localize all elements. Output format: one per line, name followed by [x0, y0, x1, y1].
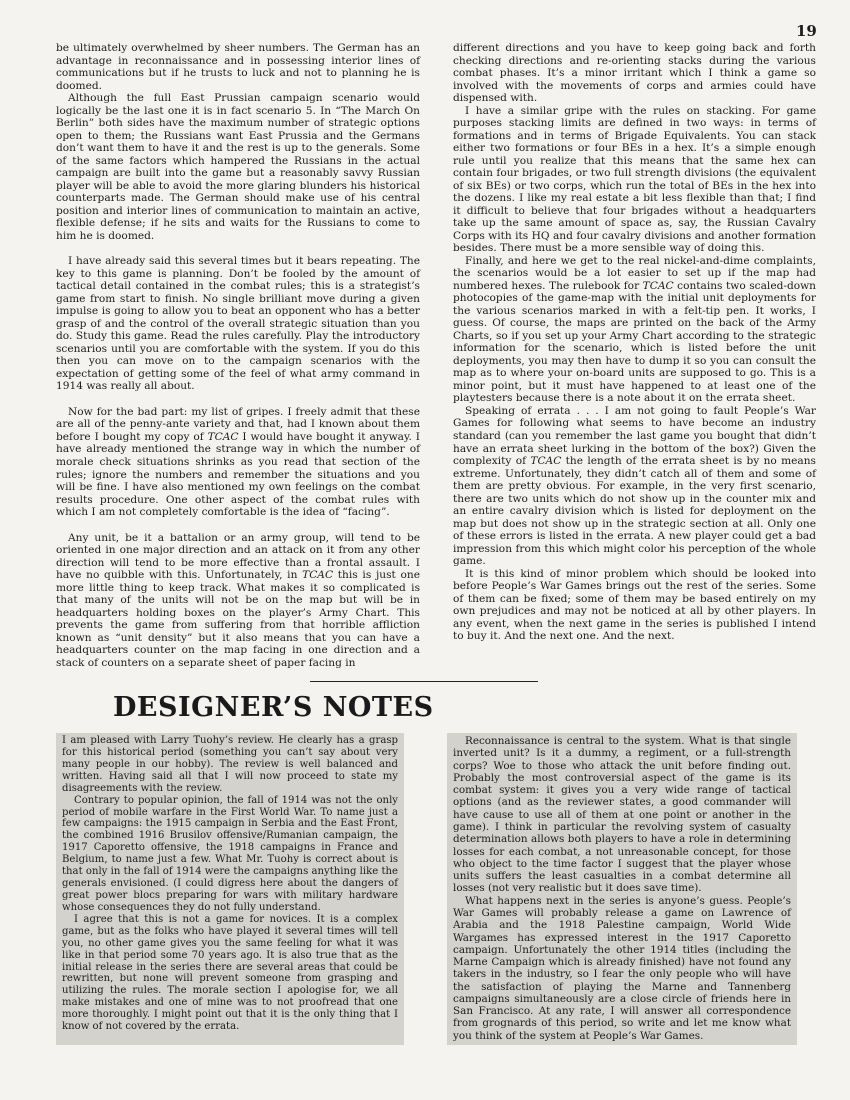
paragraph: Finally, and here we get to the real nickel-and-dime complaints, the scenarios would be a lot easier to set up if the map had numbered hexes. The rulebook for TCAC contains two scaled-down photocopies of the game-map with the initial unit deployments for the various scenarios marked in with a felt-tip pen. It works, I guess. Of course, the maps are printed on the back of the Army Charts, so if you set up your Army Chart according to the strategic information for the scenario, which is listed before the unit deployments, you may then have to dump it so you can consult the map as to where your on-board units are supposed to go. This is a minor point, but it must have happened to at least one of the playtesters because there is a note about it on the errata sheet.: [453, 254, 817, 405]
paragraph: I agree that this is not a game for novices. It is a complex game, but as the folks who have played it several times will tell you, no other game gives you the same feeling for what it was like in that period some 70 years ago. It is also true that as the initial release in the series there are several areas that could be rewritten, but none will prevent someone from grasping and utilizing the rules. The morale section I apologise for, we all make mistakes and one of mine was to not proofread that one more thoroughly. I might point out that it is the only thing that I know of not covered by the errata.: [62, 913, 398, 1033]
designers-notes-right-box: [447, 733, 797, 1045]
paragraph: What happens next in the series is anyone’s guess. People’s War Games will probably release a game on Lawrence of Arabia and the 1918 Palestine campaign, World Wide Wargames has expressed interest in the 1917 Caporetto campaign. Unfortunately the other 1914 titles (including the Marne Campaign which is already finished) have not found any takers in the industry, so I fear the only people who will have the satisfaction of playing the Marne and Tannenberg campaigns simultaneously are a close circle of friends here in San Francisco. At any rate, I will answer all correspondence from grognards of this period, so write and let me know what you think of the system at People’s War Games.: [453, 894, 791, 1042]
paragraph: be ultimately overwhelmed by sheer numbers. The German has an advantage in reconnaissance and in possessing interior lines of communications but if he trusts to luck and not to planning he is doomed.: [56, 42, 420, 92]
paragraph: Contrary to popular opinion, the fall of 1914 was not the only period of mobile warfare in the First World War. To name just a few campaigns: the 1915 campaign in Serbia and the East Front, the combined 1916 Brusilov offensive/Rumanian campaign, the 1917 Caporetto offensive, the 1918 campaigns in France and Belgium, to name just a few. What Mr. Tuohy is correct about is that only in the fall of 1914 were the campaigns anything like the generals envisioned. (I could digress here about the dangers of great power blocs preparing for wars with military hardware whose consequences they do not fully understand.: [62, 794, 398, 913]
paragraph: different directions and you have to keep going back and forth checking directions and re-orienting stacks during the various combat phases. It’s a minor irritant which I think a game so involved with the movements of corps and armies could have dispensed with.: [453, 42, 816, 105]
section-divider: [310, 681, 538, 682]
game-title-abbrev: TCAC: [302, 569, 334, 582]
paragraph: Any unit, be it a battalion or an army group, will tend to be oriented in one major direction and an attack on it from any other direction will tend to be more effective than a frontal assault. I have no quibble with this. Unfortunately, in TCAC this is just one more little thing to keep track. What makes it so complicated is that many of the units will not be on the map but will be in headquarters holding boxes on the player’s Army Chart. This prevents the game from suffering from that horrible affliction known as “unit density” but it also means that you can have a headquarters counter on the map facing in one direction and a stack of counters on a separate sheet of paper facing in: [56, 531, 420, 669]
designers-notes-left-box: [56, 733, 404, 1045]
review-right-column: [453, 42, 816, 643]
review-left-column: [56, 42, 420, 669]
paragraph: Reconnaissance is central to the system. What is that single inverted unit? Is it a dummy, a regiment, or a full-strength corps? Woe to those who attack the unit before finding out. Probably the most controversial aspect of the game is its combat system: it gives you a very wide range of tactical options (and as the reviewer states, a good commander will have cause to use all of them at one point or another in the game). I think in particular the revolving system of casualty determination allows both players to have a role in determining losses for each combat, a not unreasonable concept, for those who object to the time factor I suggest that the player whose units suffers the least casualties in a combat determine all losses (not very realistic but it does save time).: [453, 735, 791, 895]
paragraph: Now for the bad part: my list of gripes. I freely admit that these are all of the penny-ante variety and that, had I known about them before I bought my copy of TCAC I would have bought it anyway. I have already mentioned the strange way in which the number of morale check situations shrinks as you read that section of the rules; ignore the numbers and remember the situations and you will be fine. I have also mentioned my own feelings on the combat results procedure. One other aspect of the combat rules with which I am not completely comfortable is the idea of “facing”.: [56, 405, 420, 519]
game-title-abbrev: TCAC: [642, 279, 674, 292]
designers-notes-heading: DESIGNER’S NOTES: [113, 692, 434, 723]
paragraph: Speaking of errata . . . I am not going to fault People’s War Games for following what seems to have become an industry standard (can you remember the last game you bought that didn’t have an errata sheet lurking in the bottom of the box?) Given the complexity of TCAC the length of the errata sheet is by no means extreme. Unfortunately, they didn’t catch all of them and some of them are pretty obvious. For example, in the very first scenario, there are two units which do not show up in the counter mix and an entire cavalry division which is listed for deployment on the map but does not show up in the strategic section at all. Only one of these errors is listed in the errata. A new player could get a bad impression from this which might color his perception of the whole game.: [453, 404, 816, 568]
paragraph: I have a similar gripe with the rules on stacking. For game purposes stacking limits are defined in two ways: in terms of formations and in terms of Brigade Equivalents. You can stack either two formations or four BEs in a hex. It’s a simple enough rule until you realize that this means that the same hex can contain four brigades, or two full strength divisions (the equivalent of six BEs) or two corps, which run the total of BEs in the hex into the dozens. I like my real estate a bit less flexible than that; I find it difficult to believe that four brigades without a headquarters take up the same amount of space as, say, the Russian Cavalry Corps with its HQ and four cavalry divisions and another formation besides. There must be a more sensible way of doing this.: [453, 104, 816, 255]
paragraph: I am pleased with Larry Tuohy’s review. He clearly has a grasp for this historical period (something you can’t say about very many people in our hobby). The review is well balanced and written. Having said all that I will now proceed to state my disagreements with the review.: [62, 735, 398, 794]
paragraph: Although the full East Prussian campaign scenario would logically be the last one it is in fact scenario 5. In “The March On Berlin” both sides have the maximum number of strategic options open to them; the Russians want East Prussia and the Germans don’t want them to have it and the rest is up to the generals. Some of the same factors which hampered the Russians in the actual campaign are built into the game but a reasonably savvy Russian player will be able to avoid the more glaring blunders his historical counterparts made. The German should make use of his central position and interior lines of communication to maintain an active, flexible defense; if he sits and waits for the Russians to come to him he is doomed.: [56, 92, 420, 242]
paragraph: I have already said this several times but it bears repeating. The key to this game is planning. Don’t be fooled by the amount of tactical detail contained in the combat rules; this is a strategist’s game from start to finish. No single brilliant move during a given impulse is going to allow you to beat an opponent who has a better grasp of and the control of the overall strategic situation than you do. Study this game. Read the rules carefully. Play the introductory scenarios until you are comfortable with the system. If you do this then you can move on to the campaign scenarios with the expectation of getting some of the feel of what army command in 1914 was really all about.: [56, 255, 420, 393]
paragraph: It is this kind of minor problem which should be looked into before People’s War Games brings out the rest of the series. Some of them can be fixed; some of them may be based entirely on my own prejudices and may not be noticed at all by other players. In any event, when the next game in the series is published I intend to buy it. And the next one. And the next.: [453, 567, 816, 643]
game-title-abbrev: TCAC: [207, 430, 239, 443]
game-title-abbrev: TCAC: [530, 455, 562, 468]
page-number: 19: [796, 22, 817, 40]
